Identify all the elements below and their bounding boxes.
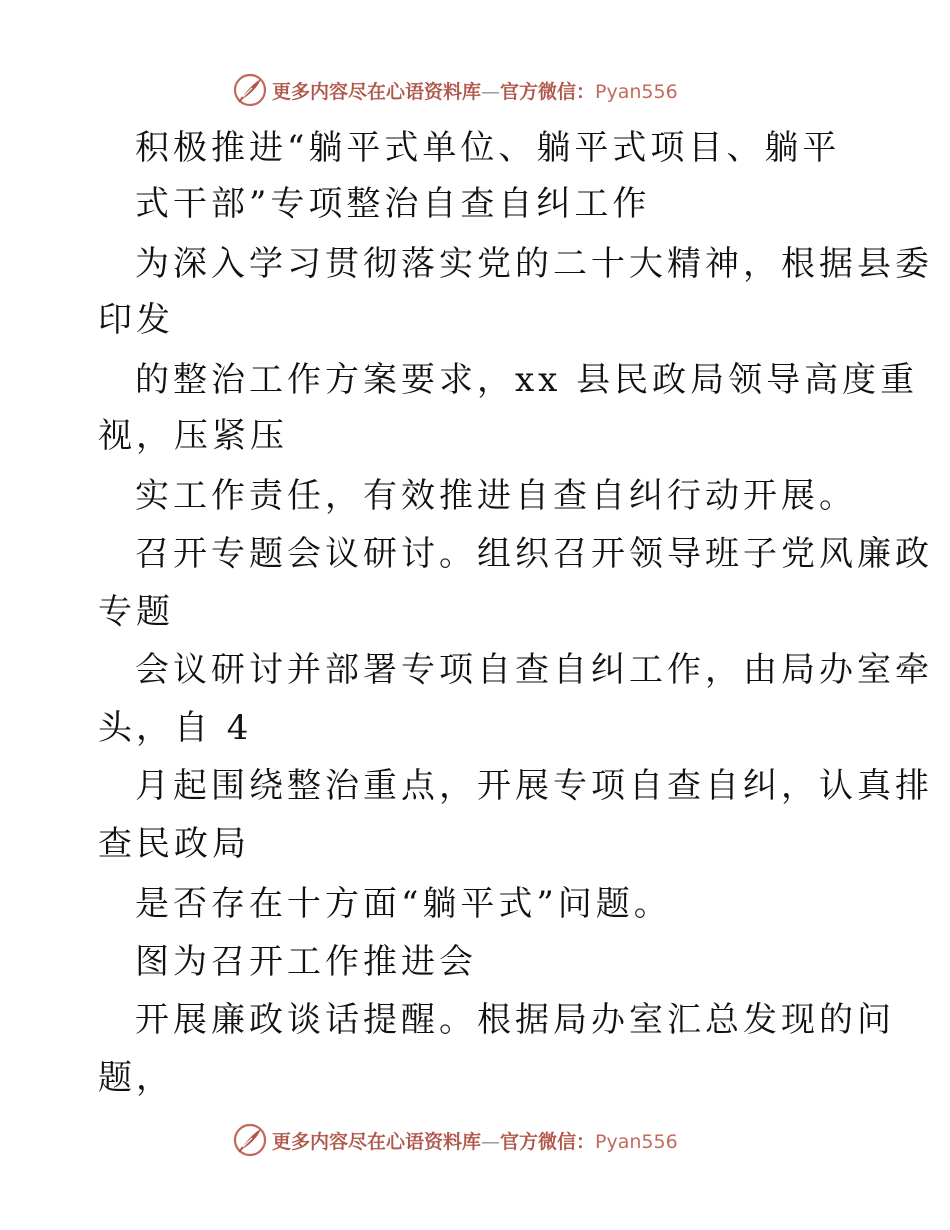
watermark-cn: 更多内容尽在心语资料库 [272, 80, 482, 103]
watermark-separator: — [481, 1130, 501, 1153]
doc-text-line: 题， [98, 1058, 174, 1098]
doc-text-line: 专题 [98, 592, 174, 632]
doc-text-line: 是否存在十方面“躺平式”问题。 [135, 884, 672, 924]
watermark-official: 官方微信： [500, 80, 596, 103]
watermark-cn: 更多内容尽在心语资料库 [272, 1130, 482, 1153]
doc-title-line-1: 积极推进“躺平式单位、躺平式项目、躺平 [135, 128, 841, 168]
watermark-separator: — [481, 80, 501, 103]
doc-text-line: 召开专题会议研讨。组织召开领导班子党风廉政 [135, 534, 933, 574]
doc-text-line: 月起围绕整治重点，开展专项自查自纠，认真排 [135, 766, 933, 806]
doc-title-line-2: 式干部”专项整治自查自纠工作 [135, 184, 651, 224]
watermark-text [272, 1127, 678, 1154]
doc-text-line: 印发 [98, 300, 174, 340]
footer-watermark [232, 1122, 678, 1158]
doc-text-line: 为深入学习贯彻落实党的二十大精神，根据县委 [135, 244, 933, 284]
doc-text-line: 图为召开工作推进会 [135, 942, 477, 982]
doc-text-line: 会议研讨并部署专项自查自纠工作，由局办室牵 [135, 650, 933, 690]
doc-text-line: 查民政局 [98, 824, 250, 864]
watermark-official: 官方微信： [500, 1130, 596, 1153]
watermark-wechat-id: Pyan556 [595, 1130, 678, 1153]
doc-text-line: 实工作责任，有效推进自查自纠行动开展。 [135, 476, 857, 516]
feather-pen-logo-icon [232, 1122, 268, 1158]
watermark-wechat-id: Pyan556 [595, 80, 678, 103]
doc-text-line: 的整治工作方案要求，xx 县民政局领导高度重 [135, 360, 919, 400]
doc-text-line: 开展廉政谈话提醒。根据局办室汇总发现的问 [135, 1000, 895, 1040]
doc-text-line: 头，自 4 [98, 708, 253, 748]
doc-text-line: 视，压紧压 [98, 416, 288, 456]
